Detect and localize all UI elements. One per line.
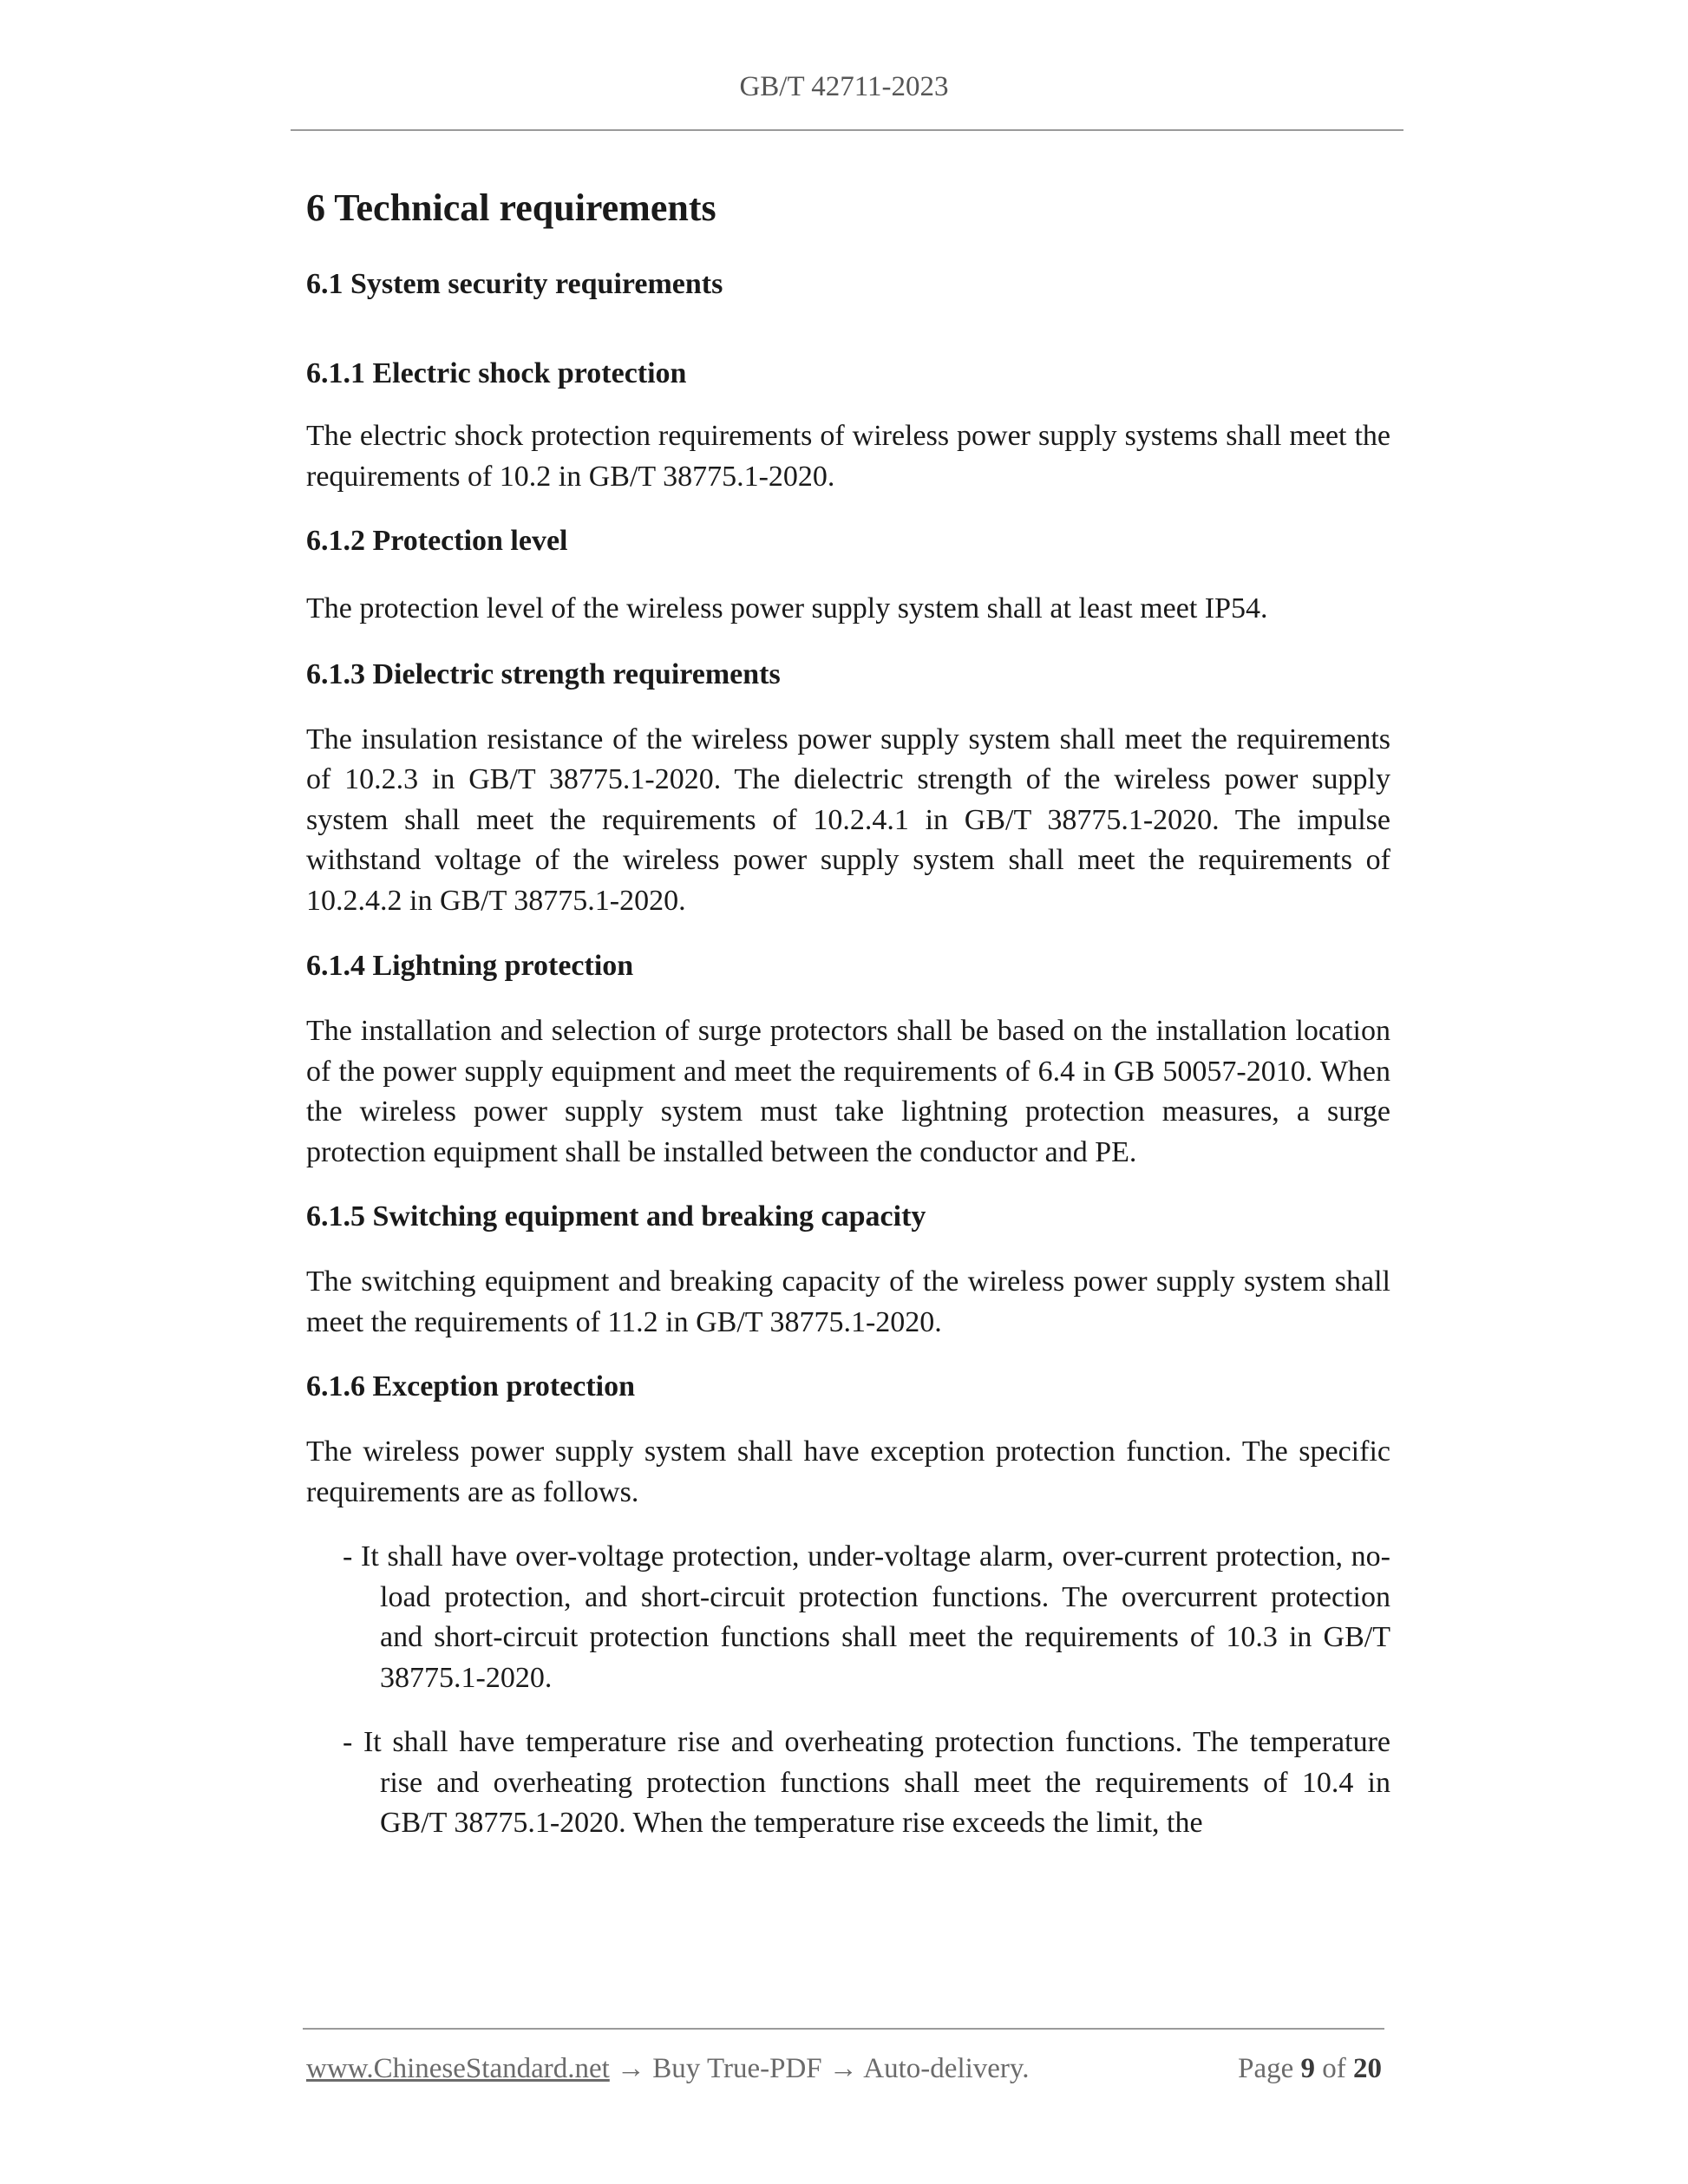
page-footer [306, 2049, 1382, 2089]
page-number [1238, 2049, 1382, 2089]
page-label: Page [1238, 2053, 1294, 2084]
footer-promo-text: → Buy True-PDF → Auto-delivery. [609, 2053, 1030, 2084]
clause-title-6-1-4: 6.1.4 Lightning protection [306, 950, 634, 982]
list-item: - It shall have temperature rise and overheating protection functions. The temperature rise and overheating protection functions shall meet the requirements of 10.4 in GB/T 38775.1-2020. When the temperature rise exceeds the limit, the [343, 1726, 1390, 1839]
clause-body-6-1-2: The protection level of the wireless power supply system shall at least meet IP54. [306, 592, 1268, 624]
exception-protection-list [306, 1537, 1390, 1844]
clause-title-6-1-2: 6.1.2 Protection level [306, 525, 568, 557]
clause-body-6-1-4: The installation and selection of surge protectors shall be based on the installation location of the power supply equipment and meet the requirements of 6.4 in GB 50057-2010. When the wireless power supply system must take lightning protection measures, a surge protection equipment shall be installed between the conductor and PE. [306, 1015, 1390, 1168]
header-divider [291, 129, 1403, 131]
clause-title-6-1-3: 6.1.3 Dielectric strength requirements [306, 657, 781, 690]
clause-body-6-1-1: The electric shock protection requirements of wireless power supply systems shall meet the requirements of 10.2 in GB/T 38775.1-2020. [306, 420, 1390, 493]
document-code-header: GB/T 42711-2023 [739, 71, 949, 102]
clause-title-6-1-6: 6.1.6 Exception protection [306, 1370, 636, 1403]
section-title: 6 Technical requirements [306, 186, 716, 229]
page-of-label: of [1322, 2053, 1346, 2084]
footer-divider [303, 2028, 1384, 2030]
list-item: - It shall have over-voltage protection, under-voltage alarm, over-current protection, no-load protection, and short-circuit protection functions. The overcurrent protection and short-circuit protection functions shall meet the requirements of 10.3 in GB/T 38775.1-2020. [343, 1540, 1390, 1694]
clause-body-6-1-3: The insulation resistance of the wireless power supply system shall meet the requirements of 10.2.3 in GB/T 38775.1-2020. The dielectric strength of the wireless power supply system shall meet the requirements of 10.2.4.1 in GB/T 38775.1-2020. The impulse withstand voltage of the wireless power supply system shall meet the requirements of 10.2.4.2 in GB/T 38775.1-2020. [306, 723, 1390, 917]
document-body [306, 178, 1390, 1844]
page-current: 9 [1300, 2053, 1315, 2084]
page-total: 20 [1353, 2053, 1382, 2084]
clause-body-6-1-6: The wireless power supply system shall have exception protection function. The specific requirements are as follows. [306, 1435, 1390, 1508]
website-link[interactable]: www.ChineseStandard.net [306, 2053, 610, 2084]
clause-body-6-1-5: The switching equipment and breaking capacity of the wireless power supply system shall meet the requirements of 11.2 in GB/T 38775.1-2020. [306, 1265, 1390, 1338]
clause-title-6-1-5: 6.1.5 Switching equipment and breaking capacity [306, 1200, 926, 1233]
clause-title-6-1-1: 6.1.1 Electric shock protection [306, 357, 687, 389]
footer-promo [306, 2049, 1030, 2089]
subsection-title: 6.1 System security requirements [306, 268, 723, 300]
